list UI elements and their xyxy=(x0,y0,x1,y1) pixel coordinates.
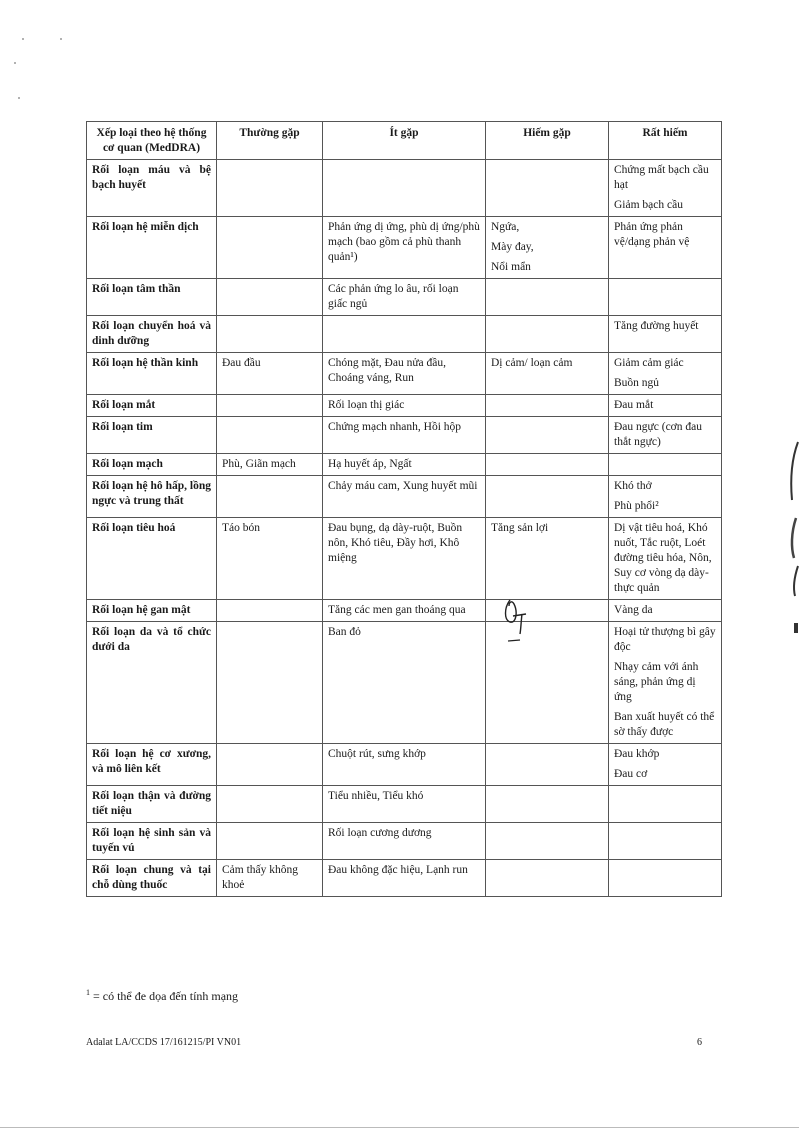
frequency-cell-very-rare xyxy=(609,217,722,279)
partial-stamp xyxy=(786,438,799,638)
document-code: Adalat LA/CCDS 17/161215/PI VN01 xyxy=(86,1037,242,1048)
table-row xyxy=(87,160,722,217)
column-header: Thường gặp xyxy=(217,122,323,160)
reaction-entry: Phản ứng dị ứng, phù dị ứng/phù mạch (bao gồm cả phù thanh quản¹) xyxy=(328,221,480,263)
organ-class-cell: Rối loạn tim xyxy=(87,417,217,454)
frequency-cell-uncommon xyxy=(323,622,486,744)
organ-class-cell: Rối loạn hệ miễn dịch xyxy=(87,217,217,279)
reaction-entry: Mày đay, xyxy=(491,241,534,253)
table-row xyxy=(87,823,722,860)
adverse-reactions-table xyxy=(86,121,722,897)
organ-class-cell: Rối loạn mắt xyxy=(87,395,217,417)
reaction-entry: Tăng các men gan thoáng qua xyxy=(328,604,466,616)
frequency-cell-common xyxy=(217,417,323,454)
frequency-cell-rare xyxy=(486,395,609,417)
reaction-entry: Giảm bạch cầu xyxy=(614,199,683,211)
frequency-cell-rare xyxy=(486,476,609,518)
frequency-cell-uncommon xyxy=(323,744,486,786)
column-header: Ít gặp xyxy=(323,122,486,160)
frequency-cell-uncommon xyxy=(323,316,486,353)
reaction-entry: Ban đỏ xyxy=(328,626,361,638)
organ-class-cell: Rối loạn tiêu hoá xyxy=(87,518,217,600)
reaction-entry: Đau bụng, dạ dày-ruột, Buồn nôn, Khó tiêu, Đầy hơi, Khô miệng xyxy=(328,522,463,564)
handwritten-initials xyxy=(500,594,540,644)
frequency-cell-very-rare xyxy=(609,417,722,454)
frequency-cell-common xyxy=(217,160,323,217)
frequency-cell-uncommon xyxy=(323,786,486,823)
column-header: Rất hiếm xyxy=(609,122,722,160)
frequency-cell-very-rare xyxy=(609,860,722,897)
table-row xyxy=(87,353,722,395)
organ-class-cell: Rối loạn hệ hô hấp, lồng ngực và trung thất xyxy=(87,476,217,518)
frequency-cell-very-rare xyxy=(609,160,722,217)
reaction-entry: Dị vật tiêu hoá, Khó nuốt, Tắc ruột, Loét đường tiêu hóa, Nôn, Suy cơ vòng dạ dày-thực quản xyxy=(614,522,712,594)
reaction-entry: Chóng mặt, Đau nửa đầu, Choáng váng, Run xyxy=(328,357,447,384)
frequency-cell-common xyxy=(217,279,323,316)
frequency-cell-common xyxy=(217,316,323,353)
reaction-entry: Các phản ứng lo âu, rối loạn giấc ngủ xyxy=(328,283,459,310)
frequency-cell-rare xyxy=(486,316,609,353)
reaction-entry: Tiểu nhiều, Tiểu khó xyxy=(328,790,424,802)
column-header: Xếp loại theo hệ thống cơ quan (MedDRA) xyxy=(87,122,217,160)
reaction-entry: Đau cơ xyxy=(614,768,648,780)
frequency-cell-common xyxy=(217,353,323,395)
reaction-entry: Buồn ngủ xyxy=(614,377,660,389)
frequency-cell-uncommon xyxy=(323,160,486,217)
organ-class-cell: Rối loạn chung và tại chỗ dùng thuốc xyxy=(87,860,217,897)
frequency-cell-common xyxy=(217,600,323,622)
frequency-cell-common xyxy=(217,395,323,417)
organ-class-cell: Rối loạn máu và bệ bạch huyết xyxy=(87,160,217,217)
frequency-cell-very-rare xyxy=(609,476,722,518)
page-number: 6 xyxy=(697,1037,702,1048)
reaction-entry: Táo bón xyxy=(222,522,261,534)
frequency-cell-common xyxy=(217,823,323,860)
table-row xyxy=(87,316,722,353)
reaction-entry: Ban xuất huyết có thể sờ thấy được xyxy=(614,711,715,738)
table-row xyxy=(87,417,722,454)
frequency-cell-rare xyxy=(486,860,609,897)
reaction-entry: Chảy máu cam, Xung huyết mũi xyxy=(328,480,478,492)
frequency-cell-rare xyxy=(486,786,609,823)
table-body xyxy=(87,160,722,897)
scan-edge xyxy=(0,1127,799,1128)
footnote-text: = có thể đe dọa đến tính mạng xyxy=(90,989,239,1003)
organ-class-cell: Rối loạn da và tổ chức dưới da xyxy=(87,622,217,744)
table-row xyxy=(87,279,722,316)
organ-class-cell: Rối loạn chuyển hoá và dinh dưỡng xyxy=(87,316,217,353)
frequency-cell-very-rare xyxy=(609,316,722,353)
scan-speck xyxy=(18,97,20,99)
frequency-cell-common xyxy=(217,786,323,823)
reaction-entry: Cảm thấy không khoẻ xyxy=(222,864,299,891)
frequency-cell-very-rare xyxy=(609,823,722,860)
frequency-cell-rare xyxy=(486,823,609,860)
organ-class-cell: Rối loạn hệ cơ xương, và mô liên kết xyxy=(87,744,217,786)
frequency-cell-rare xyxy=(486,518,609,600)
reaction-entry: Phù phổi² xyxy=(614,500,659,512)
frequency-cell-very-rare xyxy=(609,454,722,476)
reaction-entry: Phù, Giãn mạch xyxy=(222,458,296,470)
frequency-cell-common xyxy=(217,622,323,744)
reaction-entry: Dị cảm/ loạn cảm xyxy=(491,357,573,369)
reaction-entry: Nổi mẩn xyxy=(491,261,531,273)
header-row xyxy=(87,122,722,160)
frequency-cell-common xyxy=(217,476,323,518)
reaction-entry: Hạ huyết áp, Ngất xyxy=(328,458,412,470)
frequency-cell-uncommon xyxy=(323,860,486,897)
frequency-cell-very-rare xyxy=(609,395,722,417)
table-header xyxy=(87,122,722,160)
footnote xyxy=(86,988,238,1004)
frequency-cell-very-rare xyxy=(609,279,722,316)
frequency-cell-common xyxy=(217,217,323,279)
organ-class-cell: Rối loạn hệ thần kinh xyxy=(87,353,217,395)
frequency-cell-uncommon xyxy=(323,279,486,316)
frequency-cell-common xyxy=(217,454,323,476)
reaction-entry: Hoại tử thượng bì gây độc xyxy=(614,626,716,653)
frequency-cell-very-rare xyxy=(609,518,722,600)
organ-class-cell: Rối loạn thận và đường tiết niệu xyxy=(87,786,217,823)
frequency-cell-rare xyxy=(486,353,609,395)
organ-class-cell: Rối loạn hệ gan mật xyxy=(87,600,217,622)
frequency-cell-uncommon xyxy=(323,454,486,476)
table-row xyxy=(87,600,722,622)
reaction-entry: Đau không đặc hiệu, Lạnh run xyxy=(328,864,468,876)
organ-class-cell: Rối loạn mạch xyxy=(87,454,217,476)
frequency-cell-uncommon xyxy=(323,476,486,518)
frequency-cell-rare xyxy=(486,279,609,316)
reaction-entry: Đau ngực (cơn đau thắt ngực) xyxy=(614,421,702,448)
organ-class-cell: Rối loạn hệ sinh sản và tuyến vú xyxy=(87,823,217,860)
reaction-entry: Khó thở xyxy=(614,480,652,492)
frequency-cell-common xyxy=(217,860,323,897)
reaction-entry: Chứng mạch nhanh, Hồi hộp xyxy=(328,421,462,433)
frequency-cell-uncommon xyxy=(323,518,486,600)
table-row xyxy=(87,744,722,786)
scan-speck xyxy=(60,38,62,40)
table-row xyxy=(87,217,722,279)
scan-speck xyxy=(14,62,16,64)
reaction-entry: Nhạy cảm với ánh sáng, phản ứng dị ứng xyxy=(614,661,699,703)
frequency-cell-rare xyxy=(486,454,609,476)
frequency-cell-common xyxy=(217,518,323,600)
frequency-cell-common xyxy=(217,744,323,786)
frequency-cell-uncommon xyxy=(323,417,486,454)
reaction-entry: Đau mắt xyxy=(614,399,654,411)
reaction-entry: Vàng da xyxy=(614,604,653,616)
organ-class-cell: Rối loạn tâm thần xyxy=(87,279,217,316)
reaction-entry: Giảm cảm giác xyxy=(614,357,684,369)
column-header: Hiếm gặp xyxy=(486,122,609,160)
table-row xyxy=(87,395,722,417)
frequency-cell-very-rare xyxy=(609,786,722,823)
reaction-entry: Tăng sản lợi xyxy=(491,522,549,534)
reaction-entry: Chuột rút, sưng khớp xyxy=(328,748,426,760)
frequency-cell-rare xyxy=(486,160,609,217)
reaction-entry: Rối loạn cương dương xyxy=(328,827,432,839)
reaction-entry: Rối loạn thị giác xyxy=(328,399,405,411)
table-row xyxy=(87,860,722,897)
frequency-cell-very-rare xyxy=(609,600,722,622)
frequency-cell-uncommon xyxy=(323,217,486,279)
frequency-cell-rare xyxy=(486,744,609,786)
frequency-cell-uncommon xyxy=(323,823,486,860)
footnote-marker: 1 xyxy=(86,988,90,997)
frequency-cell-very-rare xyxy=(609,353,722,395)
table-row xyxy=(87,476,722,518)
reaction-entry: Chứng mất bạch cầu hạt xyxy=(614,164,709,191)
reaction-entry: Ngứa, xyxy=(491,221,520,233)
reaction-entry: Đau khớp xyxy=(614,748,660,760)
reaction-entry: Phản ứng phản vệ/dạng phản vệ xyxy=(614,221,690,248)
table-row xyxy=(87,622,722,744)
scan-speck xyxy=(22,38,24,40)
frequency-cell-rare xyxy=(486,217,609,279)
frequency-cell-rare xyxy=(486,417,609,454)
frequency-cell-very-rare xyxy=(609,744,722,786)
reaction-entry: Tăng đường huyết xyxy=(614,320,699,332)
frequency-cell-uncommon xyxy=(323,600,486,622)
table-row xyxy=(87,454,722,476)
reaction-entry: Đau đầu xyxy=(222,357,261,369)
frequency-cell-uncommon xyxy=(323,395,486,417)
frequency-cell-uncommon xyxy=(323,353,486,395)
table-row xyxy=(87,518,722,600)
frequency-cell-very-rare xyxy=(609,622,722,744)
table-row xyxy=(87,786,722,823)
